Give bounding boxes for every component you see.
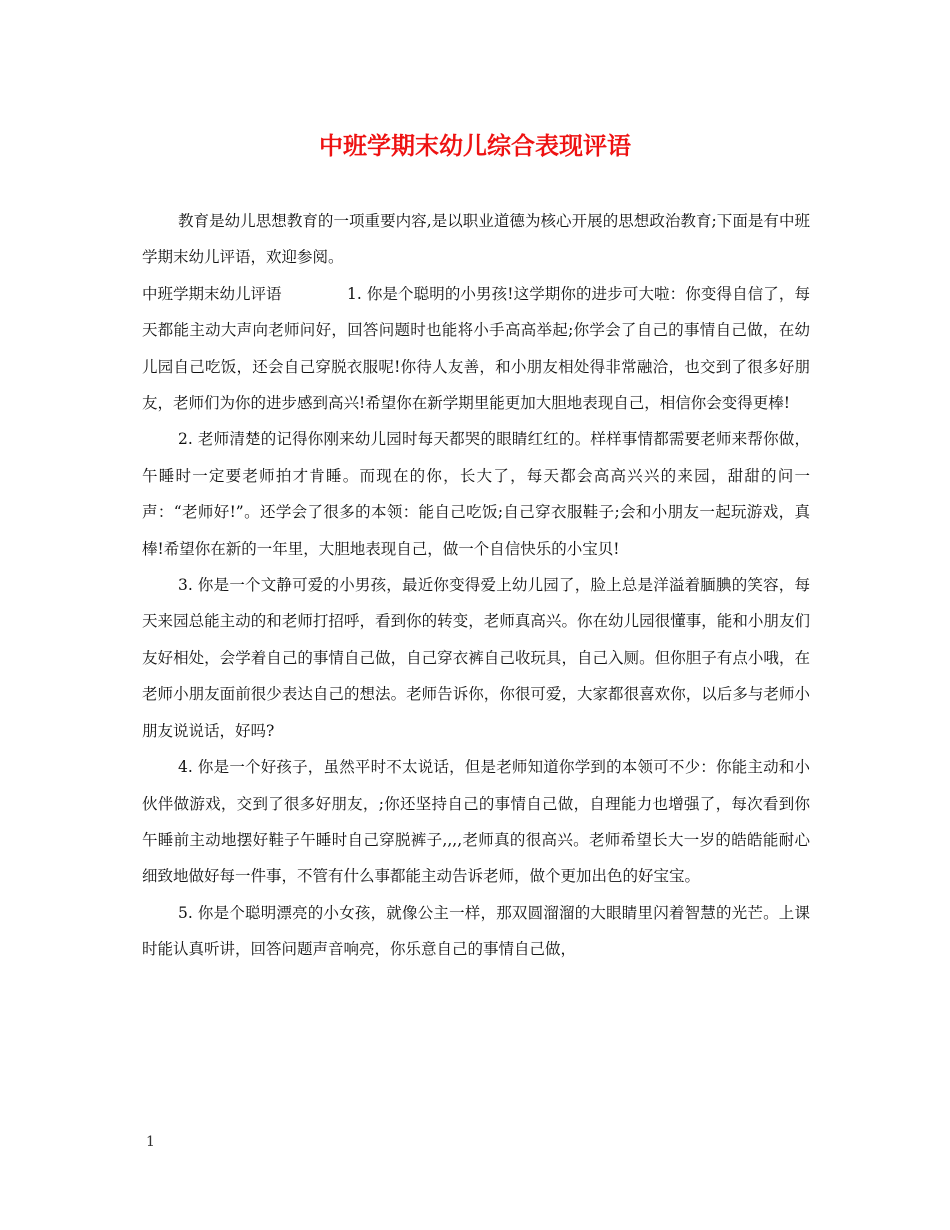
comment-5-paragraph: 5. 你是个聪明漂亮的小女孩，就像公主一样，那双圆溜溜的大眼睛里闪着智慧的光芒。上课时能认真听讲，回答问题声音响亮，你乐意自己的事情自己做， (142, 903, 810, 959)
section-heading: 中班学期末幼儿评语 (142, 284, 282, 303)
comment-2-paragraph: 2. 老师清楚的记得你刚来幼儿园时每天都哭的眼睛红红的。样样事情都需要老师来帮你做，午睡时一定要老师拍才肯睡。而现在的你，长大了，每天都会高高兴兴的来园，甜甜的问一声：“老师好!”。还学会了很多的本领：能自己吃饭;自己穿衣服鞋子;会和小朋友一起玩游戏，真棒!希望你在新的一年里，大胆地表现自己，做一个自信快乐的小宝贝! (142, 430, 810, 558)
comment-3-paragraph: 3. 你是一个文静可爱的小男孩，最近你变得爱上幼儿园了，脸上总是洋溢着腼腆的笑容，每天来园总能主动的和老师打招呼，看到你的转变，老师真高兴。你在幼儿园很懂事，能和小朋友们友好相处，会学着自己的事情自己做，自己穿衣裤自己收玩具，自己入厕。但你胆子有点小哦，在老师小朋友面前很少表达自己的想法。老师告诉你，你很可爱，大家都很喜欢你，以后多与老师小朋友说说话，好吗? (142, 576, 810, 740)
first-comment-paragraph (142, 276, 810, 422)
document-body (142, 203, 810, 968)
page-number: 1 (146, 1134, 155, 1150)
intro-paragraph: 教育是幼儿思想教育的一项重要内容,是以职业道德为核心开展的思想政治教育;下面是有中班学期末幼儿评语，欢迎参阅。 (142, 212, 810, 267)
document-title: 中班学期末幼儿综合表现评语 (319, 131, 631, 160)
comment-1-text: 1. 你是个聪明的小男孩!这学期你的进步可大啦：你变得自信了，每天都能主动大声向老师问好，回答问题时也能将小手高高举起;你学会了自己的事情自己做，在幼儿园自己吃饭，还会自己穿脱衣服呢!你待人友善，和小朋友相处得非常融洽，也交到了很多好朋友，老师们为你的进步感到高兴!希望你在新学期里能更加大胆地表现自己，相信你会变得更棒! (142, 284, 810, 413)
comment-4-paragraph: 4. 你是一个好孩子，虽然平时不太说话，但是老师知道你学到的本领可不少：你能主动和小伙伴做游戏，交到了很多好朋友，;你还坚持自己的事情自己做，自理能力也增强了，每次看到你午睡前主动地摆好鞋子午睡时自己穿脱裤子,,,,老师真的很高兴。老师希望长大一岁的皓皓能耐心细致地做好每一件事，不管有什么事都能主动告诉老师，做个更加出色的好宝宝。 (142, 758, 810, 886)
